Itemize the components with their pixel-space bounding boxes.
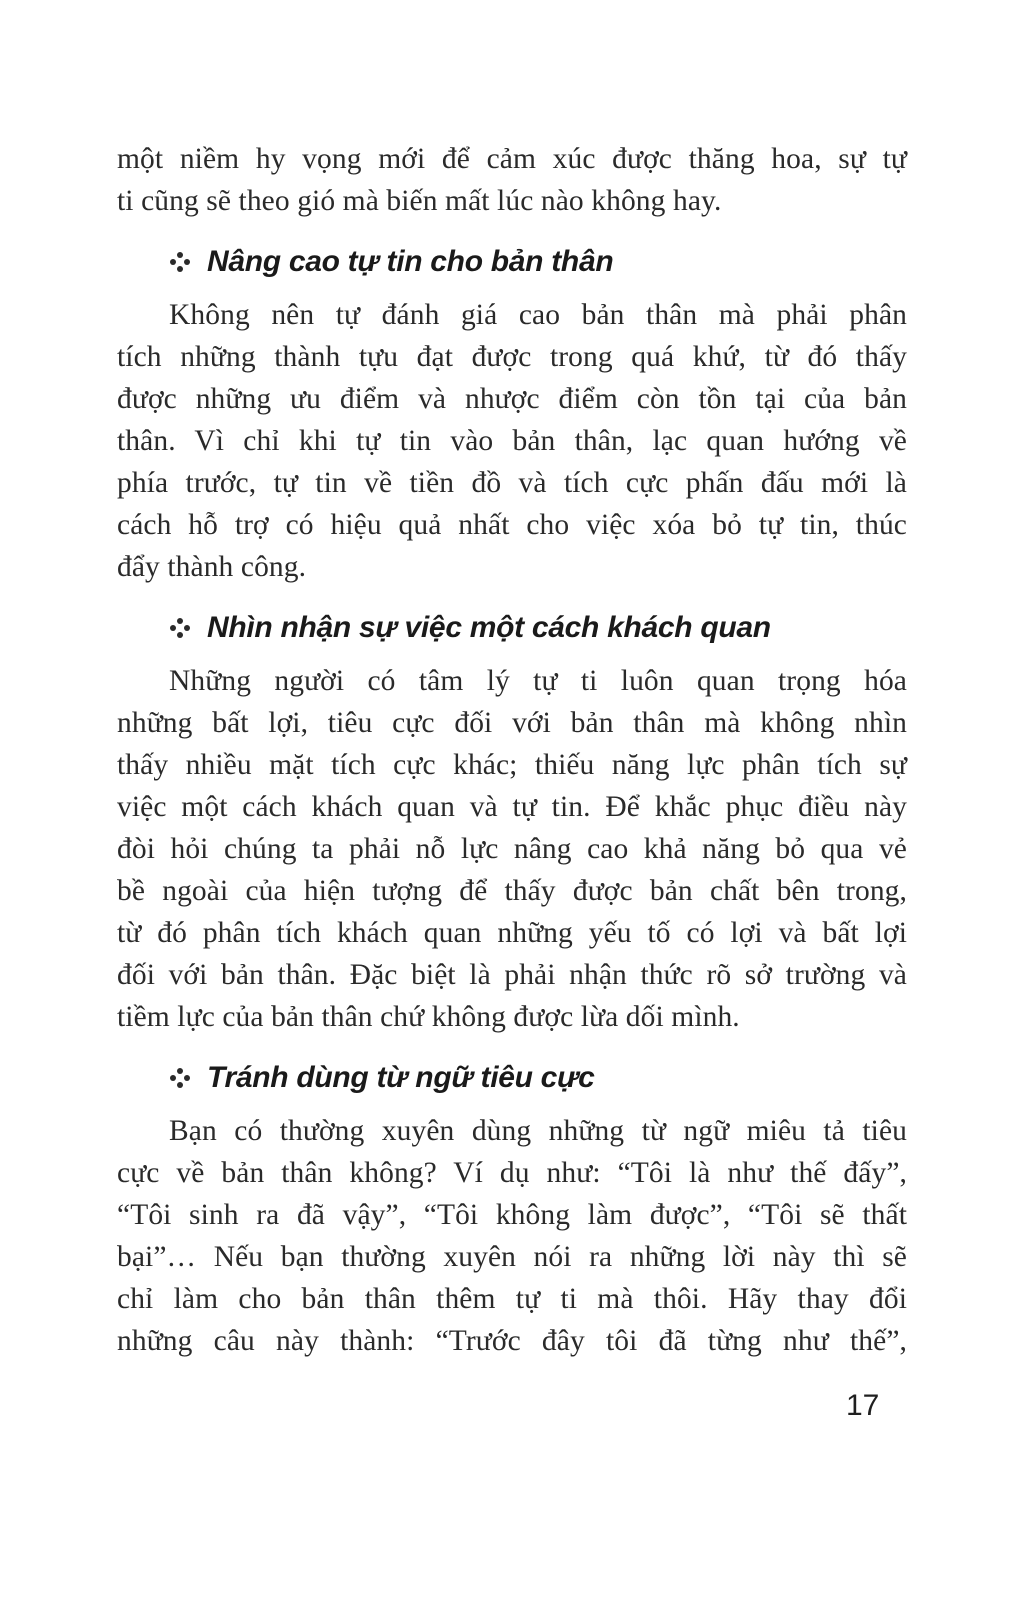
- paragraph-continuation: [117, 138, 907, 222]
- section-heading-confidence: [117, 228, 907, 294]
- text-line: bề ngoài của hiện tượng để thấy được bản chất bên trong,: [117, 875, 907, 907]
- text-line: từ đó phân tích khách quan những yếu tố có lợi và bất lợi: [117, 917, 907, 949]
- paragraph-negative-words: [117, 1110, 907, 1362]
- text-line: Bạn có thường xuyên dùng những từ ngữ miêu tả tiêu: [169, 1115, 907, 1147]
- section-heading-objective: [117, 594, 907, 660]
- text-line: Không nên tự đánh giá cao bản thân mà phải phân: [169, 299, 907, 331]
- text-line: tiềm lực của bản thân chứ không được lừa dối mình.: [117, 1001, 740, 1033]
- page-number: 17: [846, 1389, 880, 1422]
- text-line: được những ưu điểm và nhược điểm còn tồn tại của bản: [117, 383, 907, 415]
- section-heading-negative-words: [117, 1044, 907, 1110]
- text-line: việc một cách khách quan và tự tin. Để khắc phục điều này: [117, 791, 907, 823]
- paragraph-confidence: [117, 294, 907, 588]
- text-line: đối với bản thân. Đặc biệt là phải nhận thức rõ sở trường và: [117, 959, 907, 991]
- heading-text: Nâng cao tự tin cho bản thân: [207, 245, 614, 278]
- text-line: bại”… Nếu bạn thường xuyên nói ra những lời này thì sẽ: [117, 1241, 907, 1273]
- text-line: những bất lợi, tiêu cực đối với bản thân mà không nhìn: [117, 707, 907, 739]
- paragraph-objective: [117, 660, 907, 1038]
- text-line: “Tôi sinh ra đã vậy”, “Tôi không làm được”, “Tôi sẽ thất: [117, 1199, 907, 1231]
- text-line: cách hỗ trợ có hiệu quả nhất cho việc xóa bỏ tự tin, thúc: [117, 509, 907, 541]
- text-line: đòi hỏi chúng ta phải nỗ lực nâng cao khả năng bỏ qua vẻ: [117, 833, 907, 865]
- text-line: Những người có tâm lý tự ti luôn quan trọng hóa: [169, 665, 907, 697]
- diamond-dots-icon: [169, 617, 191, 639]
- text-line: một niềm hy vọng mới để cảm xúc được thăng hoa, sự tự: [117, 143, 907, 175]
- text-line: thấy nhiều mặt tích cực khác; thiếu năng lực phân tích sự: [117, 749, 907, 781]
- text-line: thân. Vì chỉ khi tự tin vào bản thân, lạc quan hướng về: [117, 425, 907, 457]
- text-line: phía trước, tự tin về tiền đồ và tích cực phấn đấu mới là: [117, 467, 907, 499]
- text-line: chỉ làm cho bản thân thêm tự ti mà thôi. Hãy thay đổi: [117, 1283, 907, 1315]
- text-line: những câu này thành: “Trước đây tôi đã từng như thế”,: [117, 1325, 907, 1357]
- heading-text: Nhìn nhận sự việc một cách khách quan: [207, 611, 771, 644]
- page-body: [117, 138, 907, 1362]
- text-line: ti cũng sẽ theo gió mà biến mất lúc nào không hay.: [117, 185, 722, 217]
- text-line: đẩy thành công.: [117, 551, 307, 583]
- diamond-dots-icon: [169, 1067, 191, 1089]
- diamond-dots-icon: [169, 251, 191, 273]
- text-line: cực về bản thân không? Ví dụ như: “Tôi là như thế đấy”,: [117, 1157, 907, 1189]
- heading-text: Tránh dùng từ ngữ tiêu cực: [207, 1061, 595, 1094]
- text-line: tích những thành tựu đạt được trong quá khứ, từ đó thấy: [117, 341, 907, 373]
